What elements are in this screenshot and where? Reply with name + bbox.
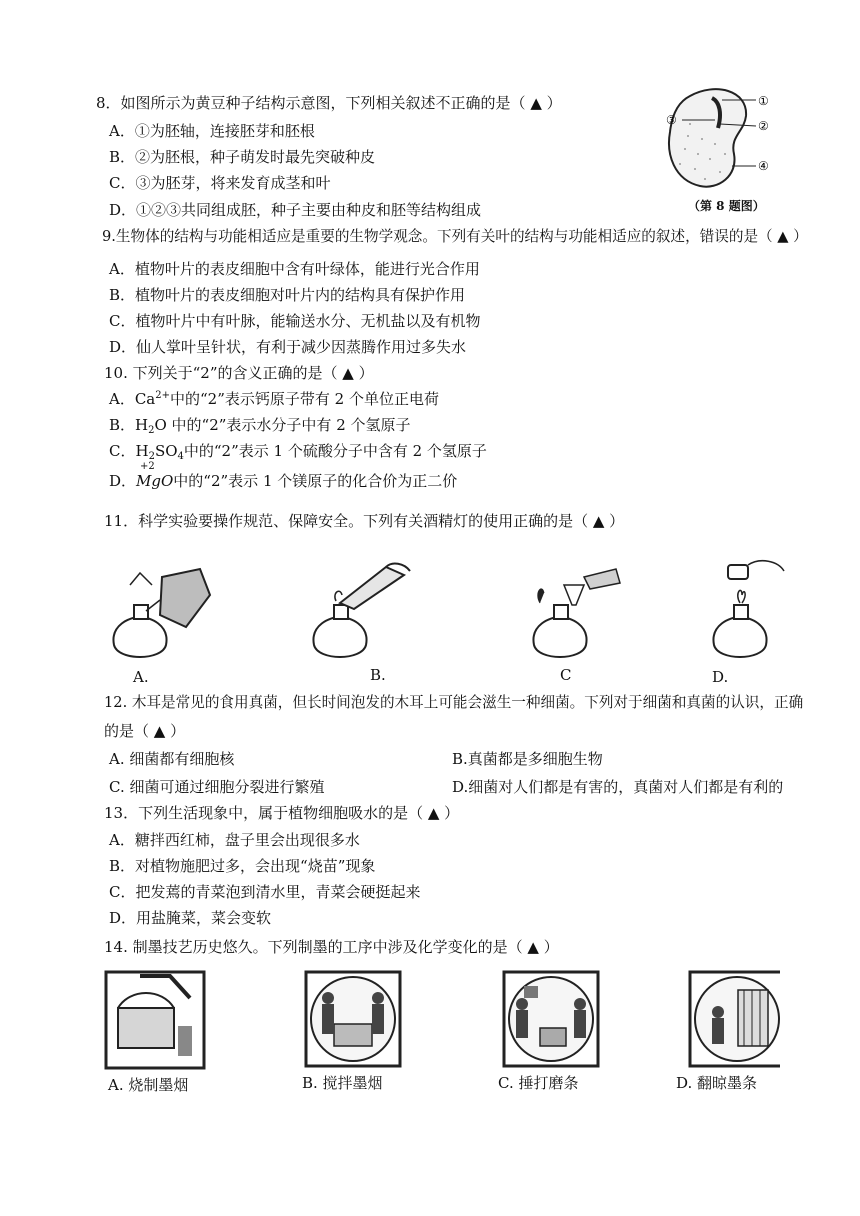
q10-option-c: C．$H_2SO_4$中的“2”表示 1 个硫酸分子中含有 2 个氢原子 xyxy=(109,442,487,462)
seed-label-4: ④ xyxy=(758,159,769,173)
valence-mark: +2 xyxy=(140,461,155,472)
q11-label-c: C xyxy=(560,666,572,684)
q8-figure-caption: （第 8 题图） xyxy=(688,199,765,213)
q11-stem: 11．科学实验要操作规范、保障安全。下列有关酒精灯的使用正确的是（ ▲ ） xyxy=(104,512,625,530)
ink-process-a-figure xyxy=(106,972,204,1068)
q12-option-d: D.细菌对人们都是有害的，真菌对人们都是有利的 xyxy=(452,778,784,796)
q13-option-d: D．用盐腌菜，菜会变软 xyxy=(109,909,272,927)
q13-option-c: C．把发蔫的青菜泡到清水里，青菜会硬挺起来 xyxy=(109,883,421,901)
q12-option-c: C. 细菌可通过细胞分裂进行繁殖 xyxy=(109,778,325,796)
q8-option-d: D．①②③共同组成胚，种子主要由种皮和胚等结构组成 xyxy=(109,201,482,219)
q8-option-c: C．③为胚芽，将来发育成茎和叶 xyxy=(109,174,331,192)
q9-option-c: C．植物叶片中有叶脉，能输送水分、无机盐以及有机物 xyxy=(109,312,481,330)
q14-option-d: D. 翻晾墨条 xyxy=(676,1074,758,1092)
q14-option-b: B. 搅拌墨烟 xyxy=(302,1074,383,1092)
ink-process-c-figure xyxy=(504,972,598,1066)
q12-stem-line1: 12. 木耳是常见的食用真菌，但长时间泡发的木耳上可能会滋生一种细菌。下列对于细菌和真菌的认识，正确 xyxy=(104,694,804,711)
q9-option-d: D．仙人掌叶呈针状，有利于减少因蒸腾作用过多失水 xyxy=(109,338,467,356)
q9-stem: 9.生物体的结构与功能相适应是重要的生物学观念。下列有关叶的结构与功能相适应的叙述，错误的是（ ▲ ） xyxy=(102,228,808,245)
q14-option-a: A. 烧制墨烟 xyxy=(108,1076,189,1094)
q12-option-a: A. 细菌都有细胞核 xyxy=(109,750,235,768)
q9-option-a: A．植物叶片的表皮细胞中含有叶绿体，能进行光合作用 xyxy=(109,260,480,278)
seed-label-2: ② xyxy=(758,119,769,133)
q14-option-c: C. 捶打磨条 xyxy=(498,1074,579,1092)
lamp-b-figure xyxy=(313,564,410,657)
lamp-a-figure xyxy=(113,569,210,657)
q10-option-b: B．$H_2O$ 中的“2”表示水分子中有 2 个氢原子 xyxy=(109,416,411,436)
q13-option-a: A．糖拌西红柿，盘子里会出现很多水 xyxy=(109,831,360,849)
ink-process-d-figure xyxy=(690,972,780,1066)
q10-option-d: D． +2 MgO中的“2”表示 1 个镁原子的化合价为正二价 xyxy=(109,461,458,490)
seed-label-3: ③ xyxy=(666,113,677,127)
q12-stem-line2: 的是（ ▲ ） xyxy=(104,722,186,740)
ink-making-figures xyxy=(100,968,780,1074)
q13-option-b: B．对植物施肥过多，会出现“烧苗”现象 xyxy=(109,857,376,875)
alcohol-lamp-figures xyxy=(100,555,820,685)
lamp-c-figure xyxy=(533,569,620,657)
ink-process-b-figure xyxy=(306,972,400,1066)
q12-option-b: B.真菌都是多细胞生物 xyxy=(452,750,603,768)
q8-option-a: A．①为胚轴，连接胚芽和胚根 xyxy=(109,122,315,140)
q14-stem: 14. 制墨技艺历史悠久。下列制墨的工序中涉及化学变化的是（ ▲ ） xyxy=(104,938,559,956)
soybean-seed-figure xyxy=(660,84,780,194)
q8-stem: 8．如图所示为黄豆种子结构示意图，下列相关叙述不正确的是（ ▲ ） xyxy=(96,94,562,112)
q10-option-a: A．$Ca^{2+}$中的“2”表示钙原子带有 2 个单位正电荷 xyxy=(109,390,439,408)
lamp-d-figure xyxy=(713,561,784,657)
q8-option-b: B．②为胚根，种子萌发时最先突破种皮 xyxy=(109,148,376,166)
seed-label-1: ① xyxy=(758,94,769,108)
q11-label-d: D. xyxy=(712,668,729,686)
q13-stem: 13．下列生活现象中，属于植物细胞吸水的是（ ▲ ） xyxy=(104,804,460,822)
q11-label-b: B. xyxy=(370,666,386,684)
q11-label-a: A. xyxy=(133,668,149,686)
q9-option-b: B．植物叶片的表皮细胞对叶片内的结构具有保护作用 xyxy=(109,286,466,304)
q10-stem: 10. 下列关于“2”的含义正确的是（ ▲ ） xyxy=(104,364,374,382)
